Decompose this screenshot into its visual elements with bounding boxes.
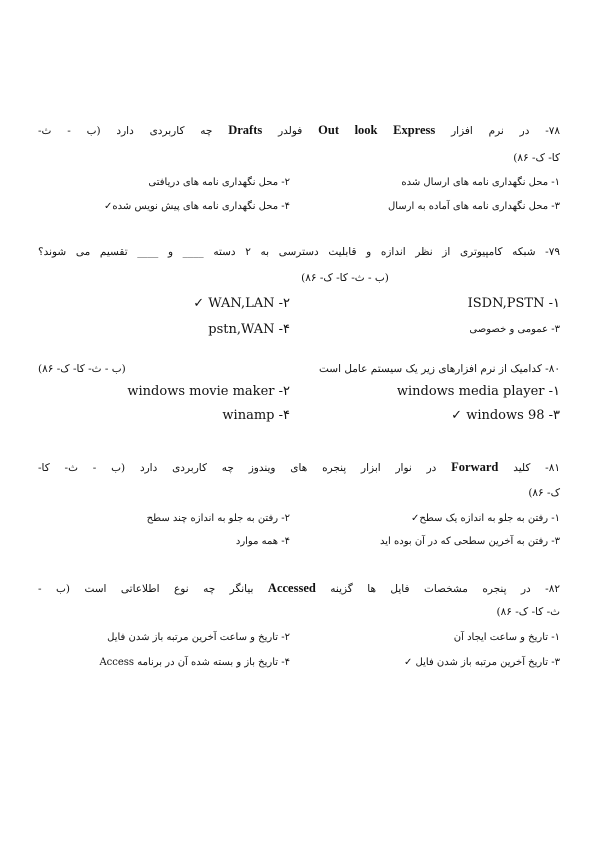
q78-text-a: ۷۸- در نرم افزار (451, 125, 561, 137)
question-79-line1: ۷۹- شبکه کامپیوتری از نظر اندازه و قابلیت دسترسی به ۲ دسته ____ و ____ تقسیم می شوند؟ (38, 246, 560, 258)
q81-option-4: ۴- همه موارد (235, 536, 290, 547)
q78-source-ref: (ب - ث- (38, 125, 101, 137)
question-80-line1 (38, 361, 560, 377)
q80-source-ref: (ب - ث- کا- ک- ۸۶) (38, 363, 126, 375)
q78-option-3: ۳- محل نگهداری نامه های آماده به ارسال (387, 201, 560, 212)
q81-text-a: ۸۱- کلید (513, 462, 560, 474)
q79-option-1: ۱- ISDN,PSTN (467, 296, 560, 311)
question-82-line1 (38, 580, 560, 597)
q81-option-3: ۳- رفتن به آخرین سطحی که در آن بوده اید (380, 536, 560, 547)
q78-option-1: ۱- محل نگهداری نامه های ارسال شده (401, 177, 560, 188)
q80-option-4: ۴- winamp (222, 408, 290, 423)
q82-source-ref: (ب - (38, 583, 70, 595)
q79-option-4: ۴- pstn,WAN (208, 322, 290, 337)
q82-option-3: ۳- تاریخ آخرین مرتبه باز شدن فایل ✓ (403, 657, 560, 668)
q78-term-outlook: Out look Express (318, 123, 436, 137)
q81-option-2: ۲- رفتن به جلو به اندازه چند سطح (146, 513, 290, 524)
q78-text-c: چه کاربردی دارد (116, 125, 213, 137)
q80-option-3: ۳- windows 98 ✓ (451, 408, 560, 423)
q81-source-ref: (ب - ث- کا- (38, 462, 126, 474)
q82-option-4: ۴- تاریخ باز و بسته شده آن در برنامه Access (99, 657, 290, 668)
question-81-line1 (38, 459, 560, 476)
q78-term-drafts: Drafts (228, 123, 263, 137)
q82-term-accessed: Accessed (267, 581, 316, 595)
q78-option-2: ۲- محل نگهداری نامه های دریافتی (148, 177, 290, 188)
q82-text-a: ۸۲- در پنجره مشخصات فایل ها گزینه (330, 583, 560, 595)
q81-term-forward: Forward (451, 460, 499, 474)
q81-text-b: در نوار ابزار پنجره های ویندوز چه کاربردی دارد (139, 462, 437, 474)
question-81-line2: ک- ۸۶) (528, 487, 560, 499)
q79-option-3: ۳- عمومی و خصوصی (469, 324, 560, 335)
q80-option-2: ۲- windows movie maker (127, 384, 290, 399)
question-78-line2: کا- ک- ۸۶) (513, 152, 560, 164)
q82-option-2: ۲- تاریخ و ساعت آخرین مرتبه باز شدن فایل (107, 632, 290, 643)
q82-text-b: بیانگر چه نوع اطلاعاتی است (84, 583, 254, 595)
question-82-line2: ث- کا- ک- ۸۶) (496, 606, 560, 618)
q78-option-4: ۴- محل نگهداری نامه های پیش نویس شده✓ (104, 201, 290, 212)
q78-text-b: فولدر (278, 125, 303, 137)
q82-option-1: ۱- تاریخ و ساعت ایجاد آن (453, 632, 560, 643)
q81-option-1: ۱- رفتن به جلو به اندازه یک سطح✓ (411, 513, 560, 524)
q80-text: ۸۰- کدامیک از نرم افزارهای زیر یک سیستم عامل است (318, 363, 560, 375)
question-79-line2: (ب - ث- کا- ک- ۸۶) (301, 272, 389, 284)
q80-option-1: ۱- windows media player (396, 384, 560, 399)
question-78-line1 (38, 122, 560, 139)
q79-option-2: ۲- WAN,LAN ✓ (193, 296, 290, 311)
